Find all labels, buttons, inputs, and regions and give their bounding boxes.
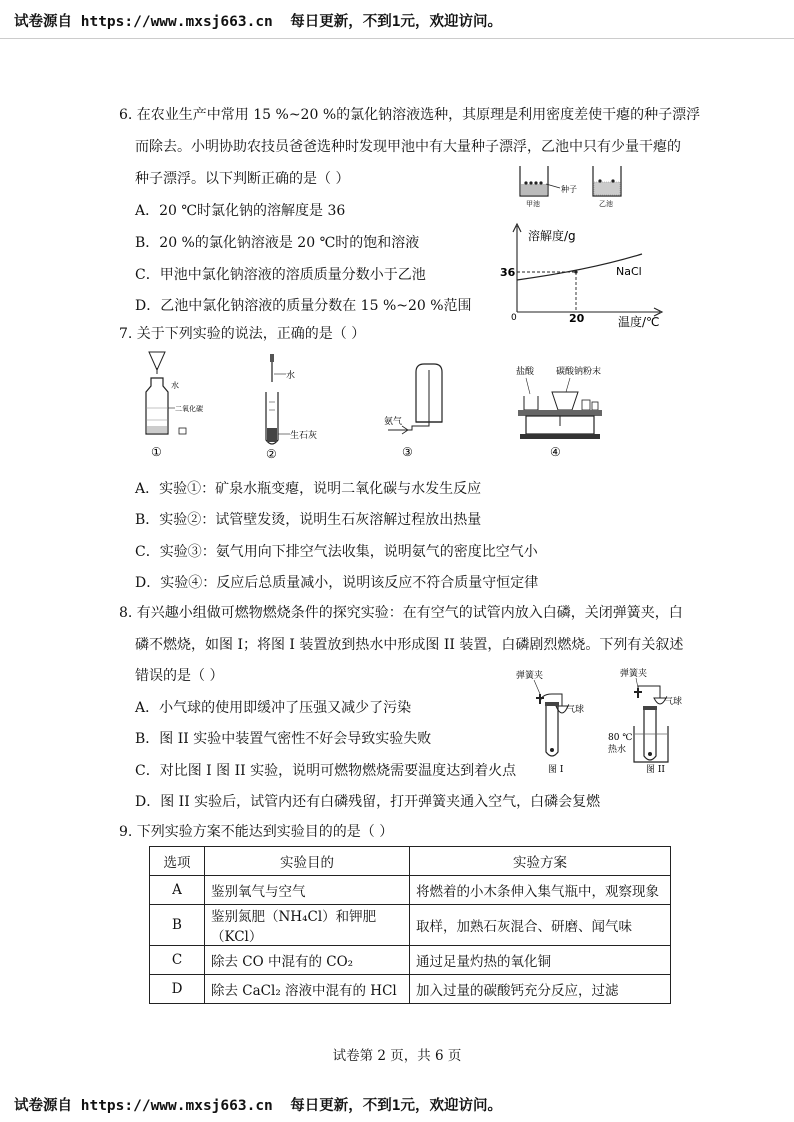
fig2-number: ② (266, 447, 277, 460)
q7-figure-1 (135, 348, 215, 460)
series-label-nacl: NaCl (616, 265, 642, 278)
reaction-flask (552, 392, 578, 410)
table-row (150, 876, 671, 905)
fig-i-balloon-label: 气球 (566, 705, 585, 715)
q8-option-d: D．图 II 实验后，试管内还有白磷残留，打开弹簧夹通入空气，白磷会复燃 (135, 794, 601, 810)
q7-figure-4 (512, 362, 612, 462)
pool-a-beaker (520, 166, 560, 196)
q7-stem: 7. 关于下列实验的说法，正确的是（ ） (119, 326, 366, 342)
pool-a-label: 甲池 (526, 200, 540, 208)
pool-b-label: 乙池 (599, 200, 613, 208)
q8-option-c: C．对比图 I 图 II 实验，说明可燃物燃烧需要温度达到着火点 (135, 763, 517, 779)
plastic-bottle (146, 378, 168, 434)
fig-ii-balloon-label: 气球 (664, 697, 683, 707)
fig2-solid-label: 生石灰 (290, 431, 318, 441)
row-a-purpose: 鉴别氧气与空气 (205, 876, 410, 905)
fig-ii-clamp-label: 弹簧夹 (620, 669, 648, 679)
fig3-number: ③ (402, 445, 413, 459)
q8-figure (512, 664, 692, 776)
q9-options-table (149, 846, 671, 1004)
balance-pan (518, 410, 602, 416)
q7-option-d: D．实验④：反应后总质量减小，说明该反应不符合质量守恒定律 (135, 575, 539, 591)
q8-option-a: A．小气球的使用即缓冲了压强又减少了污染 (135, 700, 412, 716)
row-b-option: B (150, 905, 205, 946)
origin-label: 0 (511, 313, 517, 323)
source-banner-top: 试卷源自 https://www.mxsj663.cn 每日更新，不到1元，欢迎访问。 (14, 14, 502, 30)
row-b-purpose: 鉴别氮肥（NH₄Cl）和钾肥（KCl） (205, 905, 410, 946)
hot-water-beaker (634, 726, 668, 762)
q6-stem-line-1: 6. 在农业生产中常用 15 %~20 %的氯化钠溶液选种，其原理是利用密度差使干瘪的种子漂浮 (119, 107, 701, 123)
header-divider (0, 38, 794, 39)
pool-b-beaker (593, 166, 621, 196)
q6-option-c: C．甲池中氯化钠溶液的溶质质量分数小于乙池 (135, 267, 426, 283)
q7-figure-3 (382, 360, 452, 460)
fig2-water-label: 水 (286, 371, 296, 381)
page-footer: 试卷第 2 页，共 6 页 (332, 1048, 462, 1064)
q8-stem-line-3: 错误的是（ ） (135, 668, 224, 684)
fig-ii-temp-label: 80 ℃ (608, 733, 633, 743)
table-row (150, 946, 671, 975)
row-d-purpose: 除去 CaCl₂ 溶液中混有的 HCl (205, 975, 410, 1004)
fig1-gas-label: 二氧化碳 (175, 405, 203, 413)
fig1-number: ① (151, 445, 162, 459)
fig4-acid-label: 盐酸 (516, 367, 535, 377)
header-option: 选项 (150, 847, 205, 876)
fig1-water-label: 水 (171, 381, 179, 390)
q6-figure (500, 160, 680, 332)
seed-label: 种子 (561, 185, 577, 194)
q6-option-b: B．20 %的氯化钠溶液是 20 ℃时的饱和溶液 (135, 235, 420, 251)
q6-option-a: A．20 ℃时氯化钠的溶解度是 36 (135, 203, 346, 219)
row-c-option: C (150, 946, 205, 975)
q6-option-d: D．乙池中氯化钠溶液的质量分数在 15 %~20 %范围 (135, 298, 472, 314)
q7-option-b: B．实验②：试管壁发烫，说明生石灰溶解过程放出热量 (135, 512, 482, 528)
x-tick-20: 20 (569, 312, 585, 325)
fig4-number: ④ (550, 445, 561, 459)
row-d-method: 加入过量的碳酸钙充分反应，过滤 (410, 975, 671, 1004)
row-a-option: A (150, 876, 205, 905)
table-row (150, 975, 671, 1004)
fig-i-clamp-label: 弹簧夹 (516, 671, 544, 681)
q7-option-a: A．实验①：矿泉水瓶变瘪，说明二氧化碳与水发生反应 (135, 481, 482, 497)
row-c-method: 通过足量灼热的氧化铜 (410, 946, 671, 975)
acid-beaker (524, 396, 538, 410)
q9-stem: 9. 下列实验方案不能达到实验目的的是（ ） (119, 824, 394, 840)
q7-figure-2 (258, 352, 328, 460)
header-method: 实验方案 (410, 847, 671, 876)
fig-ii-caption: 图 II (646, 765, 665, 775)
q8-stem-line-2: 磷不燃烧，如图 I；将图 I 装置放到热水中形成图 II 装置，白磷剧烈燃烧。下列有关叙述 (135, 637, 684, 653)
row-d-option: D (150, 975, 205, 1004)
water-cup (149, 352, 165, 370)
x-axis-label: 温度/℃ (618, 315, 660, 329)
row-c-purpose: 除去 CO 中混有的 CO₂ (205, 946, 410, 975)
row-a-method: 将燃着的小木条伸入集气瓶中，观察现象 (410, 876, 671, 905)
q7-option-c: C．实验③：氨气用向下排空气法收集，说明氨气的密度比空气小 (135, 544, 538, 560)
q8-stem-line-1: 8. 有兴趣小组做可燃物燃烧条件的探究实验：在有空气的试管内放入白磷，关闭弹簧夹，白 (119, 605, 683, 621)
header-purpose: 实验目的 (205, 847, 410, 876)
table-header-row (150, 847, 671, 876)
q6-stem-line-3: 种子漂浮。以下判断正确的是（ ） (135, 171, 350, 187)
fig-i-caption: 图 I (548, 765, 564, 775)
q8-option-b: B．图 II 实验中装置气密性不好会导致实验失败 (135, 731, 432, 747)
q6-stem-line-2: 而除去。小明协助农技员爸爸选种时发现甲池中有大量种子漂浮，乙池中只有少量干瘪的 (135, 139, 681, 155)
row-b-method: 取样，加熟石灰混合、研磨、闻气味 (410, 905, 671, 946)
y-tick-36: 36 (500, 266, 516, 279)
y-axis-label: 溶解度/g (528, 229, 576, 243)
fig3-gas-label: 氨气 (384, 417, 403, 427)
fig4-powder-label: 碳酸钠粉末 (556, 367, 602, 377)
table-row (150, 905, 671, 946)
fig-ii-hot-water-label: 热水 (608, 745, 627, 755)
source-banner-bottom: 试卷源自 https://www.mxsj663.cn 每日更新，不到1元，欢迎访问。 (14, 1098, 502, 1114)
